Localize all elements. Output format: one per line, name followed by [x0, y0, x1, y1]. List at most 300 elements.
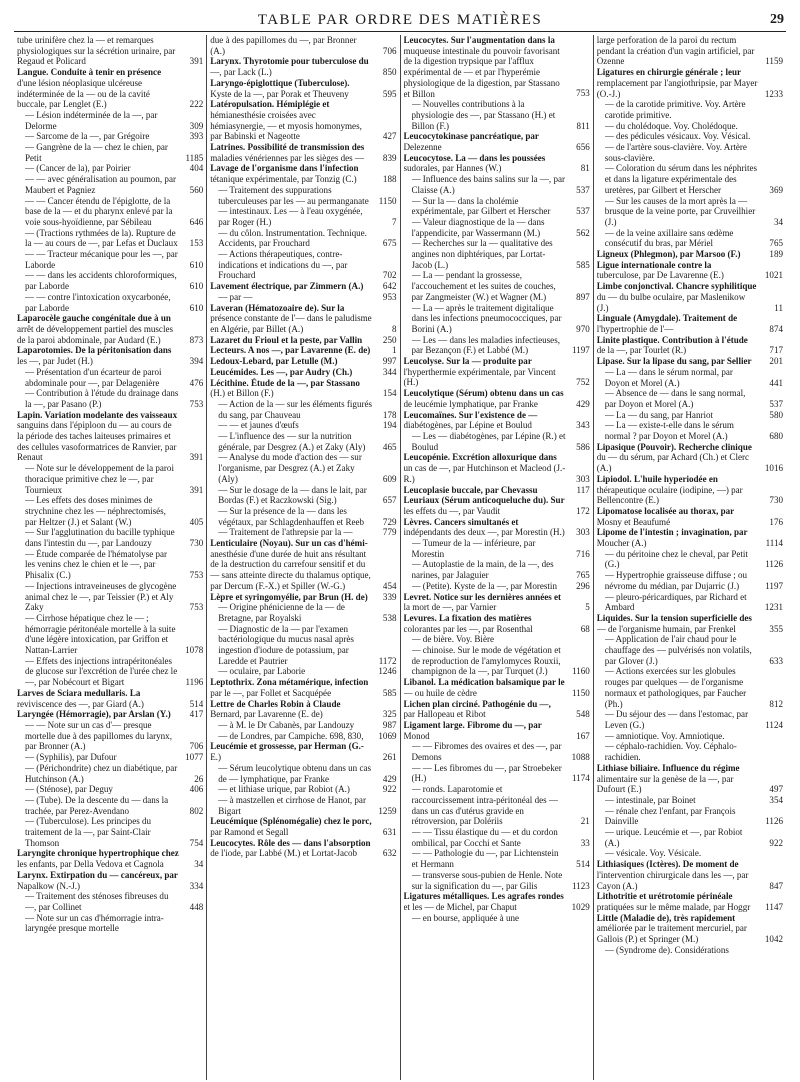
entry-page-number: 633	[769, 655, 783, 666]
index-entry	[404, 410, 590, 431]
entry-text: — — dans les accidents chloroformiques, par Laborde	[25, 270, 177, 292]
entry-text: — — Cancer étendu de l'épiglotte, de la base de la — et du pharynx enlevé par la voie sous-hyoïdienne, par Sébileau	[25, 195, 173, 227]
index-entry	[17, 174, 203, 195]
entry-page-number: 476	[189, 377, 204, 388]
index-entry	[597, 99, 783, 120]
entry-text: Ligue internationale contre la tuberculose, par De Lavarenne (E.)	[596, 259, 724, 281]
index-entry	[17, 549, 203, 581]
index-entry	[210, 624, 396, 667]
entry-text: — de Londres, par Campiche. 698, 830,	[218, 730, 364, 741]
entry-text: Leucocytose. La — dans les poussées sudorales, par Hannes (W.)	[403, 152, 546, 174]
entry-page-number: 850	[382, 67, 397, 78]
entry-text: Laparotomies. De la péritonisation dans les —, par Judet (H.)	[17, 345, 172, 367]
entry-page-number: 81	[580, 163, 590, 174]
index-entry	[210, 538, 396, 592]
entry-page-number: 1231	[764, 602, 783, 613]
index-entry	[17, 110, 203, 131]
entry-text: — (Tractions rythmées de la). Rupture de la — au cours de —, par Lefas et Duclaux	[25, 227, 178, 249]
entry-text: Limbe conjonctival. Chancre syphilitique du — du bulbe oculaire, par Maslenikow (J.)	[596, 281, 757, 313]
entry-text: Lithotritie et urétrotomie périnéale pratiquées sur le même malade, par Hoggr	[596, 891, 751, 912]
entry-page-number: 802	[189, 805, 204, 816]
index-entry	[17, 249, 203, 270]
index-entry	[17, 131, 203, 142]
entry-page-number: 325	[382, 709, 397, 720]
index-entry	[17, 656, 203, 688]
index-entry	[210, 356, 396, 367]
entry-page-number: 465	[382, 441, 397, 452]
index-entry	[404, 131, 590, 152]
entry-page-number: 987	[382, 720, 397, 730]
entry-page-number: 11	[774, 302, 783, 313]
index-entry	[597, 474, 783, 506]
entry-text: — Les effets des doses minimes de strychnine chez les — néphrectomisés, par Heltzer (J.) et Salant (W.)	[25, 495, 166, 527]
entry-page-number: 429	[382, 773, 397, 784]
index-entry	[210, 56, 396, 77]
entry-text: Lipasique (Pouvoir). Recherche clinique du — du sérum, par Achard (Ch.) et Clerc (A.)	[596, 441, 752, 474]
entry-text: Laparocèle gauche congénitale due à un arrêt de développement partiel des muscles de la paroi abdominale, par Audard (E.)	[17, 313, 173, 345]
entry-page-number: 391	[189, 452, 204, 463]
entry-page-number: 680	[769, 431, 783, 442]
entry-text: tube urinifère chez la — et remarques physiologiques sur la sécrétion urinaire, par Regaud et Policard	[17, 35, 176, 67]
index-entry	[17, 688, 203, 709]
entry-page-number: 1159	[765, 56, 783, 67]
entry-text: Leucémides. Les —, par Audry (Ch.)	[210, 366, 353, 377]
entry-page-number: 585	[382, 687, 397, 698]
entry-text: — (Tube). De la descente du — dans la trachée, par Perez-Avendano	[25, 794, 169, 816]
index-entry	[17, 67, 203, 110]
entry-text: Leucémie et grossesse, par Herman (G.-E.)	[210, 741, 364, 763]
entry-text: Liquides. Sur la tension superficielle des — de l'organisme humain, par Frenkel	[596, 612, 752, 634]
entry-text: Larynx. Extirpation du — cancéreux, par Napalkow (N.-J.)	[17, 869, 178, 891]
entry-page-number: 309	[189, 120, 204, 131]
index-entry	[210, 699, 396, 720]
entry-page-number: 1114	[765, 538, 783, 549]
entry-text: — Hypertrophie graisseuse diffuse ; ou névrome du médian, par Dujarric (J.)	[604, 570, 748, 591]
index-entry	[597, 731, 783, 742]
entry-text: — Cirrhose hépatique chez le — ; hémorragie péritonéale mortelle à la suite d'une légère intoxication, par Griffon et Nattan-Larrier	[25, 612, 176, 656]
index-entry	[404, 495, 590, 516]
entry-text: — Traitement de l'athrepsie par la —	[218, 527, 353, 538]
index-entry	[404, 559, 590, 580]
entry-page-number: 1259	[378, 805, 397, 816]
index-entry	[210, 78, 396, 99]
entry-page-number: 953	[382, 291, 397, 302]
index-entry	[404, 645, 590, 677]
entry-text: — transverse sous-pubien de Henle. Note sur la signification du —, par Gilis	[411, 869, 563, 891]
entry-page-number: 970	[576, 323, 590, 334]
entry-text: — Note sur un cas d'hémorragie intra-laryngée presque mortelle	[25, 912, 164, 934]
entry-page-number: 874	[769, 323, 783, 334]
entry-text: due à des papillomes du —, par Bronner (A.)	[210, 35, 357, 56]
entry-text: Lenticulaire (Noyau). Sur un cas d'hémi-anesthésie d'une durée de huit ans résultant de la destruction du carrefour sensitif et du — sans atteinte directe du thalamus optique, par Dercum (F.-X.) et Spiller (W.-G.)	[210, 538, 371, 591]
entry-text: — Présentation d'un écarteur de paroi abdominale pour —, par Delagenière	[25, 366, 162, 388]
entry-text: — La — pendant la grossesse, l'accouchement et les suites de couches, par Zangmeister (W.) et Wagner (M.)	[411, 270, 556, 302]
index-entry	[597, 549, 783, 570]
entry-text: Lithiasiques (Ictères). De moment de l'intervention chirurgicale dans les —, par Cayon (A.)	[596, 859, 749, 891]
index-entry	[597, 506, 783, 527]
entry-page-number: 753	[576, 88, 590, 99]
entry-text: Ledoux-Lebard, par Letulle (M.)	[210, 356, 338, 367]
entry-text: — — Fibromes des ovaires et des —, par Demons	[411, 741, 562, 763]
entry-page-number: 7	[391, 216, 397, 227]
index-entry	[17, 720, 203, 752]
index-entry	[210, 763, 396, 784]
index-entry	[404, 270, 590, 302]
entry-page-number: 441	[769, 377, 783, 388]
entry-text: — Actions exercées sur les globules rouges par quelques — de l'organisme normaux et pathologiques, par Faucher (Ph.)	[604, 666, 747, 709]
entry-page-number: 811	[576, 120, 590, 131]
entry-text: Leuriaux (Sérum anticoqueluche du). Sur les effets du —, par Vaudit	[403, 495, 565, 516]
entry-text: Leucocytes. Sur l'augmentation dans la muqueuse intestinale du pouvoir favorisant de la digestion trypsique par l'afflux expérimental de — et par l'hyperémie physiologique de la digestion, par Stassano et Billon	[403, 35, 560, 99]
index-entry	[17, 784, 203, 795]
entry-text: Lipase. Sur la lipase du sang, par Sellier	[596, 356, 752, 367]
entry-page-number: 1077	[185, 752, 204, 763]
entry-page-number: 560	[189, 184, 204, 195]
index-entry	[210, 420, 396, 431]
entry-text: — Diagnostic de la — par l'examen bactériologique du mucus nasal après ingestion d'iodure de potassium, par Laredde et Pautrier	[218, 623, 354, 666]
entry-page-number: 172	[576, 505, 590, 516]
entry-text: — (Syndrome de). Considérations	[604, 944, 729, 955]
index-entry	[210, 99, 396, 142]
entry-text: Langue. Conduite à tenir en présence d'une lésion néoplasique ulcéreuse indéterminée de la — ou de la cavité buccale, par Lenglet (E.)	[17, 67, 162, 110]
entry-text: — vésicale. Voy. Vésicale.	[604, 848, 702, 859]
entry-text: Leptothrix. Zona métamérique, infection par le —, par Follet et Sacquépée	[210, 677, 369, 698]
entry-text: Linguale (Amygdale). Traitement de l'hypertrophie de l'—	[596, 313, 738, 334]
index-entry	[17, 313, 203, 345]
index-entry	[597, 388, 783, 409]
index-entry	[597, 67, 783, 99]
index-entry	[17, 870, 203, 891]
entry-text: — Analyse du mode d'action des — sur l'organisme, par Desgrez (A.) et Zaky (Aly)	[218, 452, 362, 484]
entry-page-number: 34	[773, 216, 783, 227]
index-entry	[17, 891, 203, 912]
index-entry	[210, 731, 396, 742]
index-entry	[17, 795, 203, 816]
index-entry	[210, 345, 396, 356]
entry-page-number: 730	[769, 495, 783, 506]
entry-page-number: 609	[382, 473, 397, 484]
entry-text: Lipome de l'intestin ; invagination, par Moucher (A.)	[596, 527, 748, 549]
entry-text: — Origine phénicienne de la — de Bretagne, par Royalski	[218, 602, 345, 623]
entry-page-number: 779	[382, 527, 397, 538]
entry-text: — (Périchondrite) chez un diabétique, par Hutchinson (A.)	[25, 762, 178, 784]
entry-text: large perforation de la paroi du rectum pendant la création d'un vagin artificiel, par Ozenne	[596, 35, 755, 67]
entry-page-number: 729	[382, 516, 397, 527]
entry-text: Larves de Sciara medullaris. La reviviscence des —, par Giard (A.)	[17, 687, 144, 709]
index-entry	[210, 281, 396, 292]
entry-page-number: 153	[189, 238, 204, 249]
entry-page-number: 303	[576, 527, 590, 538]
entry-text: — ronds. Laparotomie et raccourcissement intra-péritonéal des — dans un cas d'utérus gravide en rétroversion, par Dolériis	[411, 784, 558, 827]
entry-text: Laryngite chronique hypertrophique chez les enfants, par Della Vedova et Cagnola	[17, 848, 179, 870]
entry-text: Linite plastique. Contribution à l'étude de la —, par Tourlet (R.)	[596, 334, 748, 356]
entry-page-number: 839	[382, 152, 397, 163]
index-entry	[404, 613, 590, 634]
index-entry	[210, 303, 396, 335]
index-entry	[404, 720, 590, 741]
entry-page-number: 1150	[378, 195, 397, 206]
entry-page-number: 194	[382, 420, 397, 431]
entry-page-number: 753	[189, 602, 204, 613]
entry-text: — Autoplastie de la main, de la —, des narines, par Jalaguier	[411, 559, 554, 581]
entry-text: Leucopénie. Excrétion alloxurique dans un cas de —, par Hutchinson et Macleod (J.-R.)	[403, 452, 566, 484]
index-entry	[404, 592, 590, 613]
index-entry	[17, 816, 203, 848]
entry-page-number: 1016	[764, 463, 783, 474]
entry-page-number: 514	[189, 698, 204, 709]
index-entry	[17, 292, 203, 313]
entry-text: — Du séjour des — dans l'estomac, par Leven (G.)	[604, 709, 749, 730]
entry-text: — — Pathologie du —, par Lichtenstein et Hermann	[411, 848, 559, 870]
entry-page-number: 369	[769, 184, 783, 195]
entry-page-number: 391	[189, 484, 204, 495]
entry-text: — intestinaux. Les — à l'eau oxygénée, par Roger (H.)	[218, 206, 363, 227]
index-entry	[404, 35, 590, 99]
entry-text: — du cholédoque. Voy. Cholédoque.	[604, 120, 738, 131]
entry-text: — urique. Leucémie et —, par Robiot (A.)	[604, 827, 743, 848]
entry-text: — (Syphilis), par Dufour	[25, 752, 117, 763]
index-entry	[210, 602, 396, 623]
entry-page-number: 537	[769, 398, 783, 409]
index-entry	[597, 945, 783, 956]
entry-text: — amniotique. Voy. Amniotique.	[604, 730, 725, 741]
entry-page-number: 765	[576, 570, 590, 581]
entry-text: — Lésion indéterminée de la —, par Delorme	[25, 109, 158, 131]
entry-text: Ligatures métalliques. Les agrafes rondes et les — de Michel, par Chaput	[403, 891, 564, 912]
entry-text: Lipomatose localisée au thorax, par Mosny et Beaufumé	[596, 505, 735, 527]
entry-text: — en bourse, appliquée à une	[411, 912, 520, 923]
entry-page-number: 514	[576, 859, 590, 870]
index-entry	[597, 142, 783, 163]
index-entry	[404, 517, 590, 538]
entry-page-number: 754	[189, 837, 204, 848]
index-entry	[404, 848, 590, 869]
entry-page-number: 344	[382, 366, 397, 377]
entry-text: — Nouvelles contributions à la physiologie des —, par Stassano (H.) et Billon (F.)	[411, 99, 556, 131]
entry-page-number: 394	[189, 356, 204, 367]
index-entry	[17, 270, 203, 291]
index-entry	[404, 485, 590, 496]
entry-text: Ligneux (Phlegmon), par Marsoo (F.)	[596, 249, 741, 260]
entry-text: — Gangrène de la — chez le chien, par Petit	[25, 142, 168, 163]
entry-text: — Contribution à l'étude du drainage dans la —, par Pasano (P.)	[25, 388, 179, 409]
index-entry	[404, 827, 590, 848]
entry-page-number: 355	[769, 623, 783, 634]
index-entry	[17, 35, 203, 67]
index-entry	[210, 35, 396, 56]
entry-text: Laryngo-épiglottique (Tuberculose). Kyste de la —, par Porak et Theuveny	[210, 77, 350, 99]
index-entry	[597, 410, 783, 421]
entry-page-number: 189	[769, 249, 783, 260]
index-entry	[404, 741, 590, 762]
entry-text: — La — après le traitement digitalique dans les infections pneumococciques, par Borini (A.)	[411, 302, 562, 334]
entry-text: — pleuro-péricardiques, par Richard et Ambard	[604, 591, 747, 613]
entry-text: — Les — dans les maladies infectieuses, par Bezançon (F.) et Labbé (M.)	[411, 334, 560, 356]
entry-page-number: 334	[189, 880, 204, 891]
running-title: TABLE PAR ORDRE DES MATIÈRES	[257, 12, 543, 28]
entry-page-number: 717	[769, 345, 783, 356]
index-entry	[210, 399, 396, 420]
index-entry	[210, 485, 396, 506]
entry-text: — de l'artère sous-clavière. Voy. Artère sous-clavière.	[604, 142, 747, 163]
entry-text: Leucocytokinase pancréatique, par Delezenne	[403, 131, 539, 152]
entry-text: — — Tissu élastique du — et du cordon ombilical, par Cocchi et Sante	[411, 827, 558, 848]
entry-page-number: 1196	[185, 677, 204, 688]
entry-page-number: 454	[382, 580, 397, 591]
entry-text: Lettre de Charles Robin à Claude Bernard, par Lavarenne (E. de)	[210, 698, 341, 720]
index-entry	[210, 163, 396, 184]
entry-text: Leucolytique (Sérum) obtenu dans un cas de leucémie lymphatique, par Franke	[403, 388, 564, 409]
index-entry	[597, 163, 783, 195]
index-entry	[597, 228, 783, 249]
entry-text: — Sarcome de la —, par Grégoire	[25, 131, 150, 142]
entry-text: Lapin. Variation modelante des vaisseaux sanguins dans l'épiploon du — au cours de la période des taches laiteuses primaires et des cellules vasoformatrices de Ranvier, par Renaut	[17, 409, 178, 463]
index-entry	[597, 806, 783, 827]
entry-page-number: 1123	[571, 880, 590, 891]
index-entry	[17, 196, 203, 228]
index-entry	[17, 495, 203, 527]
index-entry	[210, 666, 396, 677]
entry-page-number: 595	[382, 88, 397, 99]
entry-text: — Étude comparée de l'hématolyse par les venins chez le chien et le —, par Phisalix (C.)	[25, 548, 168, 581]
entry-text: — du côlon. Instrumentation. Technique. Accidents, par Frouchard	[218, 227, 367, 249]
entry-page-number: 580	[769, 409, 783, 420]
index-entry	[404, 196, 590, 217]
entry-page-number: 752	[576, 377, 590, 388]
entry-text: Lèpre et syringomyélie, par Brun (H. de)	[210, 591, 368, 602]
entry-page-number: 537	[576, 206, 590, 217]
index-entry	[597, 420, 783, 441]
entry-text: Leucémique (Splénomégalie) chez le porc, par Ramond et Segall	[210, 816, 372, 838]
entry-page-number: 610	[189, 302, 204, 313]
entry-text: — de bière. Voy. Bière	[411, 634, 494, 645]
entry-text: — Sur le dosage de la — dans le lait, par Bordas (F.) et Raczkowski (Sig.)	[218, 484, 367, 506]
entry-page-number: 167	[576, 730, 590, 741]
entry-page-number: 706	[382, 45, 397, 56]
index-entry	[17, 613, 203, 656]
entry-text: Leucocytes. Rôle des — dans l'absorption de l'iode, par Labbé (M.) et Lortat-Jacob	[210, 837, 371, 859]
entry-text: — (Tuberculose). Les principes du traitement de la —, par Saint-Clair Thomson	[25, 816, 152, 848]
index-entry	[597, 260, 783, 281]
entry-text: — et lithiase urique, par Robiot (A.)	[218, 784, 350, 795]
entry-page-number: 405	[189, 516, 204, 527]
entry-text: — — et jaunes d'œufs	[218, 420, 299, 431]
index-entry	[17, 142, 203, 163]
index-entry	[404, 538, 590, 559]
entry-page-number: 1069	[378, 730, 397, 741]
index-entry	[17, 367, 203, 388]
entry-page-number: 562	[576, 227, 590, 238]
entry-text: — Sérum leucolytique obtenu dans un cas de — lymphatique, par Franke	[218, 762, 372, 784]
index-entry	[597, 859, 783, 891]
entry-page-number: 1147	[765, 901, 783, 912]
index-entry	[597, 356, 783, 367]
entry-page-number: 706	[189, 741, 204, 752]
entry-page-number: 538	[382, 612, 397, 623]
entry-page-number: 1160	[571, 666, 590, 677]
index-entry	[210, 249, 396, 281]
index-entry	[404, 99, 590, 131]
entry-page-number: 656	[576, 142, 590, 152]
entry-text: Lavement électrique, par Zimmern (A.)	[210, 281, 364, 292]
index-entry	[210, 367, 396, 378]
entry-page-number: 1042	[764, 934, 783, 945]
index-columns	[14, 35, 786, 1080]
entry-page-number: 429	[576, 398, 590, 409]
entry-page-number: 8	[391, 323, 397, 334]
entry-text: — — Les fibromes du —, par Stroebeker (H.)	[411, 762, 562, 784]
entry-text: Lazaret du Frioul et la peste, par Vallin	[210, 334, 363, 345]
entry-page-number: 1197	[765, 580, 783, 591]
entry-page-number: 417	[189, 709, 204, 720]
entry-page-number: 537	[576, 184, 590, 195]
index-entry	[210, 816, 396, 837]
index-entry	[597, 196, 783, 228]
index-entry	[17, 228, 203, 249]
entry-text: — — Tracteur mécanique pour les —, par Laborde	[25, 249, 178, 270]
entry-page-number: 222	[189, 99, 204, 110]
entry-page-number: 406	[189, 784, 204, 795]
entry-page-number: 922	[769, 837, 783, 848]
entry-text: — par —	[218, 291, 253, 302]
index-entry	[404, 217, 590, 238]
index-entry	[210, 677, 396, 698]
entry-page-number: 21	[580, 816, 590, 827]
index-entry	[597, 913, 783, 945]
entry-page-number: 847	[769, 880, 783, 891]
index-entry	[404, 870, 590, 891]
entry-page-number: 1185	[185, 152, 204, 163]
entry-page-number: 642	[382, 281, 397, 292]
entry-text: — — contre l'intoxication oxycarbonée, par Laborde	[25, 291, 171, 313]
entry-text: — Les — diabétogènes, par Lépine (R.) et Boulud	[411, 430, 566, 452]
entry-page-number: 296	[576, 580, 590, 591]
entry-page-number: 1197	[571, 345, 590, 356]
entry-text: — oculaire, par Laborie	[218, 666, 306, 677]
entry-text: Lèvres. Cancers simultanés et indépendants des deux —, par Morestin (H.)	[403, 516, 565, 538]
entry-text: Leucolyse. Sur la — produite par l'hyperthermie expérimentale, par Vincent (H.)	[403, 356, 556, 388]
entry-page-number: 897	[576, 291, 590, 302]
index-entry	[597, 35, 783, 67]
entry-page-number: 34	[194, 859, 204, 870]
entry-page-number: 548	[576, 709, 590, 720]
entry-page-number: 631	[382, 827, 397, 838]
entry-text: — (Sténose), par Deguy	[25, 784, 113, 795]
entry-page-number: 176	[769, 516, 783, 527]
index-entry	[597, 313, 783, 334]
index-entry	[597, 891, 783, 912]
entry-page-number: 657	[382, 495, 397, 506]
index-entry	[404, 634, 590, 645]
entry-text: — à mastzellen et cirrhose de Hanot, par Bigart	[218, 794, 366, 816]
index-entry	[210, 506, 396, 527]
index-entry	[17, 463, 203, 495]
index-entry	[17, 527, 203, 548]
entry-text: — Sur la — dans la cholémie expérimentale, par Gilbert et Herscher	[411, 195, 551, 217]
index-entry	[597, 613, 783, 634]
entry-text: — Recherches sur la — qualitative des angines non diphtériques, par Lortat-Jacob (L.)	[411, 238, 553, 270]
entry-page-number: 1124	[765, 720, 783, 730]
entry-text: Libanol. La médication balsamique par le — ou huile de cèdre	[403, 677, 565, 698]
index-entry	[404, 784, 590, 827]
index-entry	[17, 848, 203, 869]
entry-page-number: 68	[580, 623, 590, 634]
entry-text: Lavage de l'organisme dans l'infection tétanique expérimentale, par Tonzig (C.)	[210, 163, 359, 185]
entry-page-number: 997	[382, 356, 397, 367]
entry-page-number: 716	[576, 548, 590, 559]
entry-text: — à M. le Dr Cabanès, par Landouzy	[218, 720, 355, 730]
entry-text: — Actions thérapeutiques, contre-indications et indications du —, par Frouchard	[218, 249, 348, 281]
